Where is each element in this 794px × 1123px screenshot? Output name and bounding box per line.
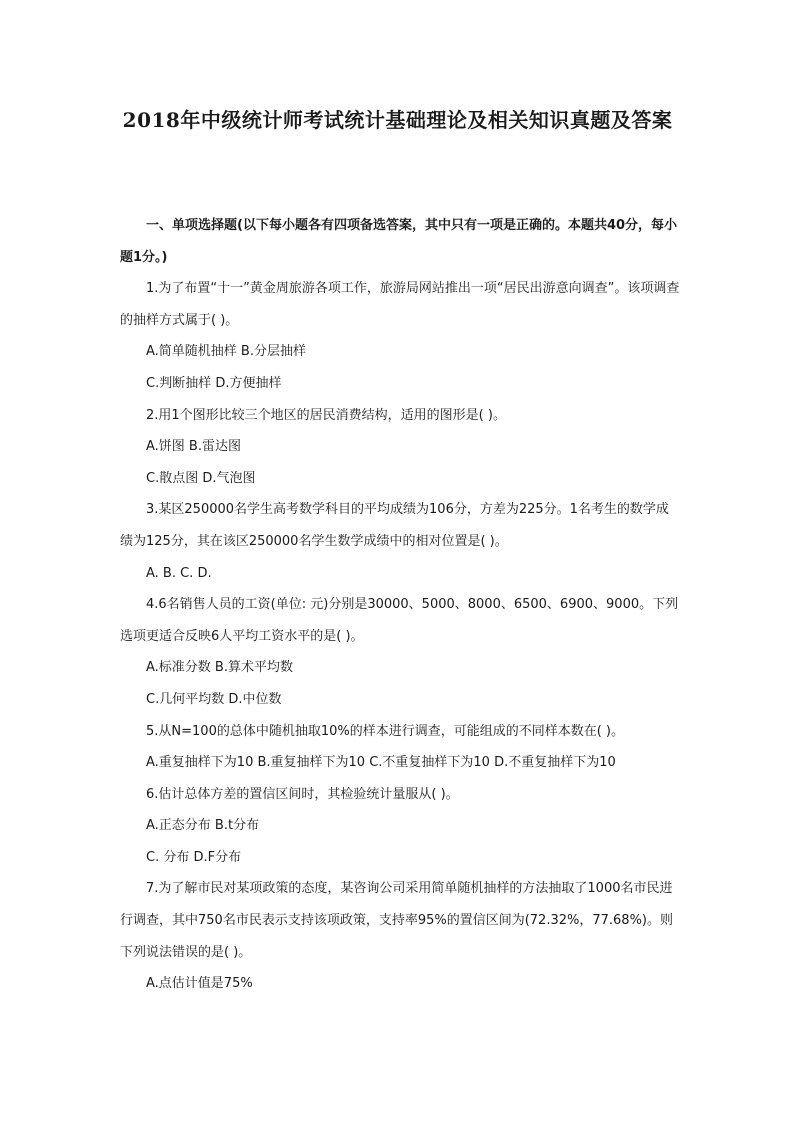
document-body bbox=[120, 210, 680, 1000]
section-heading: 一、单项选择题(以下每小题各有四项备选答案，其中只有一项是正确的。本题共40分，每小题1分。) bbox=[120, 218, 678, 265]
question-6-options-line-1: A.正态分布 B.t分布 bbox=[146, 818, 260, 834]
question-3-options-line-1: A. B. C. D. bbox=[146, 565, 212, 581]
question-1-options-line-2: C.判断抽样 D.方便抽样 bbox=[146, 375, 282, 391]
question-6: 6.估计总体方差的置信区间时，其检验统计量服从( )。 bbox=[146, 786, 459, 802]
question-1-options-line-1: A.简单随机抽样 B.分层抽样 bbox=[146, 344, 306, 360]
question-3: 3.某区250000名学生高考数学科目的平均成绩为106分，方差为225分。1名考生的数学成绩为125分，其在该区250000名学生数学成绩中的相对位置是( )。 bbox=[120, 502, 669, 549]
question-6-options-line-2: C. 分布 D.F分布 bbox=[146, 849, 242, 865]
question-4-options-line-2: C.几何平均数 D.中位数 bbox=[146, 691, 282, 707]
question-5: 5.从N=100的总体中随机抽取10%的样本进行调查，可能组成的不同样本数在( )。 bbox=[146, 723, 625, 739]
question-5-options-line-1: A.重复抽样下为10 B.重复抽样下为10 C.不重复抽样下为10 D.不重复抽样下为10 bbox=[146, 755, 616, 771]
question-4: 4.6名销售人员的工资(单位: 元)分别是30000、5000、8000、6500、6900、9000。下列选项更适合反映6人平均工资水平的是( )。 bbox=[120, 597, 679, 644]
question-7: 7.为了解市民对某项政策的态度，某咨询公司采用简单随机抽样的方法抽取了1000名市民进行调查，其中750名市民表示支持该项政策，支持率95%的置信区间为(72.32%，77.68%)。则下列说法错误的是( )。 bbox=[120, 881, 673, 960]
question-7-options-line-1: A.点估计值是75% bbox=[146, 976, 253, 992]
document-title: 2018年中级统计师考试统计基础理论及相关知识真题及答案 bbox=[122, 108, 673, 132]
question-2-options-line-2: C.散点图 D.气泡图 bbox=[146, 470, 256, 486]
question-2: 2.用1个图形比较三个地区的居民消费结构，适用的图形是( )。 bbox=[146, 407, 506, 423]
question-4-options-line-1: A.标准分数 B.算术平均数 bbox=[146, 660, 293, 676]
question-2-options-line-1: A.饼图 B.雷达图 bbox=[146, 439, 241, 455]
question-1: 1.为了布置“十一”黄金周旅游各项工作，旅游局网站推出一项“居民出游意向调查”。该项调查的抽样方式属于( )。 bbox=[120, 281, 680, 328]
